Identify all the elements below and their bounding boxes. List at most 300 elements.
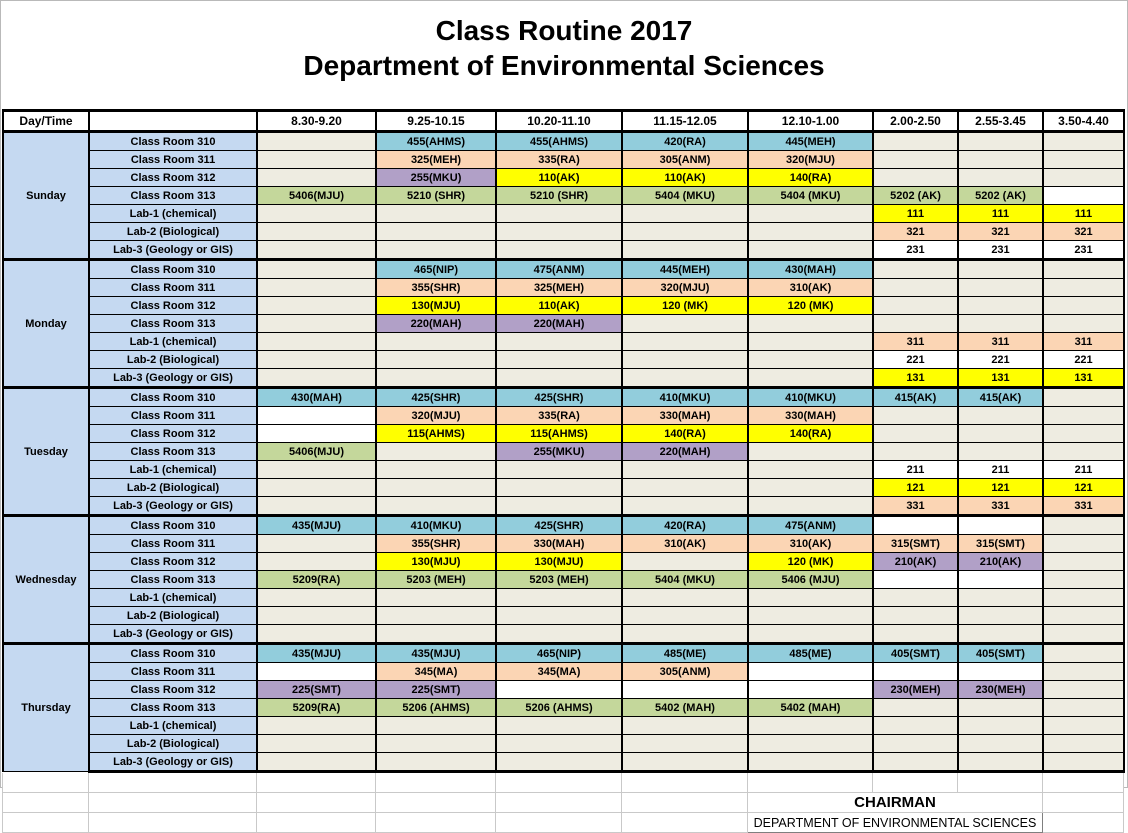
empty-cell[interactable] bbox=[89, 813, 257, 833]
empty-cell[interactable] bbox=[873, 571, 958, 589]
empty-cell[interactable] bbox=[873, 132, 958, 151]
empty-cell[interactable] bbox=[748, 681, 873, 699]
course-cell[interactable]: 355(SHR) bbox=[376, 279, 496, 297]
course-cell[interactable]: 485(ME) bbox=[622, 644, 748, 663]
room-label[interactable]: Class Room 312 bbox=[89, 297, 257, 315]
course-cell[interactable]: 345(MA) bbox=[376, 663, 496, 681]
empty-cell[interactable] bbox=[958, 260, 1043, 279]
empty-cell[interactable] bbox=[622, 813, 748, 833]
day-label[interactable]: Monday bbox=[3, 260, 89, 388]
empty-cell[interactable] bbox=[622, 735, 748, 753]
course-cell[interactable]: 5203 (MEH) bbox=[496, 571, 622, 589]
course-cell[interactable]: 415(AK) bbox=[958, 388, 1043, 407]
empty-cell[interactable] bbox=[622, 753, 748, 772]
room-header-empty-cell[interactable] bbox=[89, 111, 257, 132]
empty-cell[interactable] bbox=[1043, 169, 1124, 187]
empty-cell[interactable] bbox=[496, 205, 622, 223]
empty-cell[interactable] bbox=[257, 553, 376, 571]
room-label[interactable]: Lab-1 (chemical) bbox=[89, 205, 257, 223]
empty-cell[interactable] bbox=[257, 663, 376, 681]
course-cell[interactable]: 475(ANM) bbox=[748, 516, 873, 535]
course-cell[interactable]: 5404 (MKU) bbox=[748, 187, 873, 205]
empty-cell[interactable] bbox=[748, 333, 873, 351]
empty-cell[interactable] bbox=[89, 793, 257, 813]
course-cell[interactable]: 115(AHMS) bbox=[496, 425, 622, 443]
course-cell[interactable]: 445(MEH) bbox=[748, 132, 873, 151]
empty-cell[interactable] bbox=[873, 735, 958, 753]
course-cell[interactable]: 140(RA) bbox=[748, 169, 873, 187]
empty-cell[interactable] bbox=[1043, 793, 1124, 813]
empty-cell[interactable] bbox=[257, 241, 376, 260]
empty-cell[interactable] bbox=[257, 407, 376, 425]
room-label[interactable]: Class Room 313 bbox=[89, 699, 257, 717]
course-cell[interactable]: 131 bbox=[1043, 369, 1124, 388]
empty-cell[interactable] bbox=[1043, 644, 1124, 663]
empty-cell[interactable] bbox=[622, 223, 748, 241]
empty-cell[interactable] bbox=[257, 369, 376, 388]
empty-cell[interactable] bbox=[257, 279, 376, 297]
course-cell[interactable]: 255(MKU) bbox=[496, 443, 622, 461]
course-cell[interactable]: 475(ANM) bbox=[496, 260, 622, 279]
empty-cell[interactable] bbox=[622, 333, 748, 351]
room-label[interactable]: Lab-1 (chemical) bbox=[89, 333, 257, 351]
empty-cell[interactable] bbox=[622, 681, 748, 699]
course-cell[interactable]: 410(MKU) bbox=[376, 516, 496, 535]
empty-cell[interactable] bbox=[376, 607, 496, 625]
empty-cell[interactable] bbox=[958, 625, 1043, 644]
empty-cell[interactable] bbox=[496, 813, 622, 833]
empty-cell[interactable] bbox=[958, 425, 1043, 443]
empty-cell[interactable] bbox=[748, 735, 873, 753]
course-cell[interactable]: 220(MAH) bbox=[622, 443, 748, 461]
empty-cell[interactable] bbox=[257, 223, 376, 241]
course-cell[interactable]: 115(AHMS) bbox=[376, 425, 496, 443]
course-cell[interactable]: 325(MEH) bbox=[496, 279, 622, 297]
course-cell[interactable]: 465(NIP) bbox=[376, 260, 496, 279]
course-cell[interactable]: 230(MEH) bbox=[958, 681, 1043, 699]
empty-cell[interactable] bbox=[958, 132, 1043, 151]
course-cell[interactable]: 445(MEH) bbox=[622, 260, 748, 279]
course-cell[interactable]: 221 bbox=[958, 351, 1043, 369]
room-label[interactable]: Class Room 310 bbox=[89, 516, 257, 535]
empty-cell[interactable] bbox=[958, 589, 1043, 607]
course-cell[interactable]: 311 bbox=[1043, 333, 1124, 351]
room-label[interactable]: Class Room 311 bbox=[89, 151, 257, 169]
course-cell[interactable]: 330(MAH) bbox=[496, 535, 622, 553]
course-cell[interactable]: 5202 (AK) bbox=[873, 187, 958, 205]
course-cell[interactable]: 120 (MK) bbox=[748, 297, 873, 315]
empty-cell[interactable] bbox=[1043, 425, 1124, 443]
course-cell[interactable]: 210(AK) bbox=[873, 553, 958, 571]
course-cell[interactable]: 231 bbox=[1043, 241, 1124, 260]
empty-cell[interactable] bbox=[958, 717, 1043, 735]
empty-cell[interactable] bbox=[257, 589, 376, 607]
course-cell[interactable]: 120 (MK) bbox=[622, 297, 748, 315]
empty-cell[interactable] bbox=[376, 479, 496, 497]
room-label[interactable]: Class Room 311 bbox=[89, 279, 257, 297]
empty-cell[interactable] bbox=[257, 205, 376, 223]
course-cell[interactable]: 130(MJU) bbox=[376, 553, 496, 571]
course-cell[interactable]: 220(MAH) bbox=[376, 315, 496, 333]
room-label[interactable]: Lab-3 (Geology or GIS) bbox=[89, 497, 257, 516]
room-label[interactable]: Class Room 311 bbox=[89, 407, 257, 425]
course-cell[interactable]: 435(MJU) bbox=[257, 516, 376, 535]
course-cell[interactable]: 110(AK) bbox=[496, 169, 622, 187]
course-cell[interactable]: 5209(RA) bbox=[257, 571, 376, 589]
course-cell[interactable]: 425(SHR) bbox=[376, 388, 496, 407]
empty-cell[interactable] bbox=[496, 333, 622, 351]
empty-cell[interactable] bbox=[496, 589, 622, 607]
empty-cell[interactable] bbox=[496, 241, 622, 260]
empty-cell[interactable] bbox=[748, 753, 873, 772]
empty-cell[interactable] bbox=[376, 735, 496, 753]
empty-cell[interactable] bbox=[622, 607, 748, 625]
empty-cell[interactable] bbox=[748, 773, 873, 793]
course-cell[interactable]: 5202 (AK) bbox=[958, 187, 1043, 205]
empty-cell[interactable] bbox=[1043, 279, 1124, 297]
empty-cell[interactable] bbox=[1043, 297, 1124, 315]
empty-cell[interactable] bbox=[257, 813, 376, 833]
empty-cell[interactable] bbox=[958, 773, 1043, 793]
empty-cell[interactable] bbox=[257, 625, 376, 644]
empty-cell[interactable] bbox=[257, 773, 376, 793]
course-cell[interactable]: 131 bbox=[958, 369, 1043, 388]
empty-cell[interactable] bbox=[257, 151, 376, 169]
empty-cell[interactable] bbox=[1043, 813, 1124, 833]
empty-cell[interactable] bbox=[1043, 516, 1124, 535]
empty-cell[interactable] bbox=[958, 663, 1043, 681]
course-cell[interactable]: 211 bbox=[1043, 461, 1124, 479]
empty-cell[interactable] bbox=[958, 571, 1043, 589]
empty-cell[interactable] bbox=[376, 333, 496, 351]
empty-cell[interactable] bbox=[622, 717, 748, 735]
room-label[interactable]: Class Room 312 bbox=[89, 553, 257, 571]
empty-cell[interactable] bbox=[958, 516, 1043, 535]
empty-cell[interactable] bbox=[622, 793, 748, 813]
room-label[interactable]: Lab-1 (chemical) bbox=[89, 461, 257, 479]
empty-cell[interactable] bbox=[1043, 681, 1124, 699]
course-cell[interactable]: 310(AK) bbox=[622, 535, 748, 553]
empty-cell[interactable] bbox=[1043, 151, 1124, 169]
course-cell[interactable]: 410(MKU) bbox=[748, 388, 873, 407]
course-cell[interactable]: 5206 (AHMS) bbox=[376, 699, 496, 717]
empty-cell[interactable] bbox=[748, 589, 873, 607]
empty-cell[interactable] bbox=[257, 132, 376, 151]
empty-cell[interactable] bbox=[376, 241, 496, 260]
day-label[interactable]: Wednesday bbox=[3, 516, 89, 644]
empty-cell[interactable] bbox=[496, 735, 622, 753]
empty-cell[interactable] bbox=[873, 315, 958, 333]
empty-cell[interactable] bbox=[622, 497, 748, 516]
empty-cell[interactable] bbox=[873, 169, 958, 187]
empty-cell[interactable] bbox=[873, 753, 958, 772]
empty-cell[interactable] bbox=[873, 773, 958, 793]
course-cell[interactable]: 5209(RA) bbox=[257, 699, 376, 717]
course-cell[interactable]: 425(SHR) bbox=[496, 516, 622, 535]
empty-cell[interactable] bbox=[376, 369, 496, 388]
course-cell[interactable]: 5404 (MKU) bbox=[622, 187, 748, 205]
empty-cell[interactable] bbox=[622, 589, 748, 607]
empty-cell[interactable] bbox=[1043, 553, 1124, 571]
course-cell[interactable]: 225(SMT) bbox=[257, 681, 376, 699]
empty-cell[interactable] bbox=[622, 205, 748, 223]
empty-cell[interactable] bbox=[376, 625, 496, 644]
empty-cell[interactable] bbox=[496, 793, 622, 813]
course-cell[interactable]: 255(MKU) bbox=[376, 169, 496, 187]
empty-cell[interactable] bbox=[622, 351, 748, 369]
room-label[interactable]: Lab-3 (Geology or GIS) bbox=[89, 625, 257, 644]
room-label[interactable]: Lab-2 (Biological) bbox=[89, 479, 257, 497]
course-cell[interactable]: 5402 (MAH) bbox=[622, 699, 748, 717]
empty-cell[interactable] bbox=[873, 443, 958, 461]
empty-cell[interactable] bbox=[748, 315, 873, 333]
empty-cell[interactable] bbox=[622, 369, 748, 388]
course-cell[interactable]: 330(MAH) bbox=[748, 407, 873, 425]
course-cell[interactable]: 331 bbox=[873, 497, 958, 516]
course-cell[interactable]: 130(MJU) bbox=[496, 553, 622, 571]
empty-cell[interactable] bbox=[873, 717, 958, 735]
empty-cell[interactable] bbox=[257, 717, 376, 735]
course-cell[interactable]: 310(AK) bbox=[748, 535, 873, 553]
empty-cell[interactable] bbox=[1043, 132, 1124, 151]
course-cell[interactable]: 5406 (MJU) bbox=[748, 571, 873, 589]
empty-cell[interactable] bbox=[1043, 663, 1124, 681]
course-cell[interactable]: 231 bbox=[958, 241, 1043, 260]
course-cell[interactable]: 315(SMT) bbox=[958, 535, 1043, 553]
empty-cell[interactable] bbox=[622, 553, 748, 571]
empty-cell[interactable] bbox=[496, 681, 622, 699]
course-cell[interactable]: 305(ANM) bbox=[622, 151, 748, 169]
empty-cell[interactable] bbox=[622, 241, 748, 260]
empty-cell[interactable] bbox=[496, 223, 622, 241]
room-label[interactable]: Lab-3 (Geology or GIS) bbox=[89, 369, 257, 388]
empty-cell[interactable] bbox=[748, 607, 873, 625]
course-cell[interactable]: 111 bbox=[1043, 205, 1124, 223]
empty-cell[interactable] bbox=[873, 297, 958, 315]
empty-cell[interactable] bbox=[376, 443, 496, 461]
empty-cell[interactable] bbox=[376, 793, 496, 813]
time-header[interactable]: 12.10-1.00 bbox=[748, 111, 873, 132]
course-cell[interactable]: 5406(MJU) bbox=[257, 443, 376, 461]
room-label[interactable]: Class Room 313 bbox=[89, 187, 257, 205]
course-cell[interactable]: 220(MAH) bbox=[496, 315, 622, 333]
empty-cell[interactable] bbox=[748, 369, 873, 388]
empty-cell[interactable] bbox=[1043, 443, 1124, 461]
empty-cell[interactable] bbox=[958, 407, 1043, 425]
time-header[interactable]: 3.50-4.40 bbox=[1043, 111, 1124, 132]
course-cell[interactable]: 140(RA) bbox=[622, 425, 748, 443]
course-cell[interactable]: 355(SHR) bbox=[376, 535, 496, 553]
course-cell[interactable]: 5406(MJU) bbox=[257, 187, 376, 205]
empty-cell[interactable] bbox=[1043, 717, 1124, 735]
empty-cell[interactable] bbox=[873, 151, 958, 169]
course-cell[interactable]: 335(RA) bbox=[496, 151, 622, 169]
course-cell[interactable]: 5210 (SHR) bbox=[376, 187, 496, 205]
empty-cell[interactable] bbox=[376, 813, 496, 833]
course-cell[interactable]: 121 bbox=[873, 479, 958, 497]
empty-cell[interactable] bbox=[257, 315, 376, 333]
room-label[interactable]: Class Room 310 bbox=[89, 132, 257, 151]
room-label[interactable]: Class Room 313 bbox=[89, 315, 257, 333]
course-cell[interactable]: 111 bbox=[958, 205, 1043, 223]
empty-cell[interactable] bbox=[873, 699, 958, 717]
empty-cell[interactable] bbox=[496, 497, 622, 516]
day-label[interactable]: Tuesday bbox=[3, 388, 89, 516]
empty-cell[interactable] bbox=[1043, 407, 1124, 425]
empty-cell[interactable] bbox=[748, 497, 873, 516]
course-cell[interactable]: 455(AHMS) bbox=[496, 132, 622, 151]
course-cell[interactable]: 211 bbox=[873, 461, 958, 479]
empty-cell[interactable] bbox=[496, 479, 622, 497]
empty-cell[interactable] bbox=[376, 497, 496, 516]
course-cell[interactable]: 430(MAH) bbox=[257, 388, 376, 407]
empty-cell[interactable] bbox=[3, 813, 89, 833]
empty-cell[interactable] bbox=[496, 717, 622, 735]
course-cell[interactable]: 5402 (MAH) bbox=[748, 699, 873, 717]
empty-cell[interactable] bbox=[257, 351, 376, 369]
empty-cell[interactable] bbox=[496, 773, 622, 793]
course-cell[interactable]: 335(RA) bbox=[496, 407, 622, 425]
course-cell[interactable]: 320(MJU) bbox=[376, 407, 496, 425]
course-cell[interactable]: 430(MAH) bbox=[748, 260, 873, 279]
course-cell[interactable]: 425(SHR) bbox=[496, 388, 622, 407]
empty-cell[interactable] bbox=[748, 241, 873, 260]
course-cell[interactable]: 210(AK) bbox=[958, 553, 1043, 571]
empty-cell[interactable] bbox=[376, 205, 496, 223]
room-label[interactable]: Lab-2 (Biological) bbox=[89, 735, 257, 753]
empty-cell[interactable] bbox=[622, 625, 748, 644]
empty-cell[interactable] bbox=[873, 407, 958, 425]
course-cell[interactable]: 345(MA) bbox=[496, 663, 622, 681]
room-label[interactable]: Lab-3 (Geology or GIS) bbox=[89, 241, 257, 260]
empty-cell[interactable] bbox=[873, 625, 958, 644]
empty-cell[interactable] bbox=[257, 497, 376, 516]
room-label[interactable]: Class Room 310 bbox=[89, 388, 257, 407]
empty-cell[interactable] bbox=[622, 315, 748, 333]
empty-cell[interactable] bbox=[873, 279, 958, 297]
room-label[interactable]: Class Room 311 bbox=[89, 663, 257, 681]
course-cell[interactable]: 120 (MK) bbox=[748, 553, 873, 571]
course-cell[interactable]: 321 bbox=[1043, 223, 1124, 241]
course-cell[interactable]: 315(SMT) bbox=[873, 535, 958, 553]
empty-cell[interactable] bbox=[496, 461, 622, 479]
course-cell[interactable]: 485(ME) bbox=[748, 644, 873, 663]
course-cell[interactable]: 420(RA) bbox=[622, 516, 748, 535]
empty-cell[interactable] bbox=[1043, 187, 1124, 205]
empty-cell[interactable] bbox=[958, 151, 1043, 169]
course-cell[interactable]: 331 bbox=[958, 497, 1043, 516]
room-label[interactable]: Lab-1 (chemical) bbox=[89, 717, 257, 735]
empty-cell[interactable] bbox=[3, 793, 89, 813]
course-cell[interactable]: 435(MJU) bbox=[257, 644, 376, 663]
empty-cell[interactable] bbox=[257, 297, 376, 315]
empty-cell[interactable] bbox=[257, 169, 376, 187]
empty-cell[interactable] bbox=[257, 260, 376, 279]
empty-cell[interactable] bbox=[257, 607, 376, 625]
course-cell[interactable]: 415(AK) bbox=[873, 388, 958, 407]
course-cell[interactable]: 465(NIP) bbox=[496, 644, 622, 663]
empty-cell[interactable] bbox=[748, 479, 873, 497]
department-label[interactable]: DEPARTMENT OF ENVIRONMENTAL SCIENCES bbox=[748, 813, 1043, 833]
empty-cell[interactable] bbox=[496, 607, 622, 625]
course-cell[interactable]: 221 bbox=[1043, 351, 1124, 369]
time-header[interactable]: 10.20-11.10 bbox=[496, 111, 622, 132]
empty-cell[interactable] bbox=[1043, 773, 1124, 793]
empty-cell[interactable] bbox=[257, 425, 376, 443]
empty-cell[interactable] bbox=[1043, 260, 1124, 279]
course-cell[interactable]: 310(AK) bbox=[748, 279, 873, 297]
empty-cell[interactable] bbox=[958, 297, 1043, 315]
empty-cell[interactable] bbox=[1043, 625, 1124, 644]
course-cell[interactable]: 311 bbox=[958, 333, 1043, 351]
empty-cell[interactable] bbox=[873, 607, 958, 625]
course-cell[interactable]: 321 bbox=[873, 223, 958, 241]
empty-cell[interactable] bbox=[1043, 589, 1124, 607]
empty-cell[interactable] bbox=[376, 223, 496, 241]
empty-cell[interactable] bbox=[1043, 607, 1124, 625]
room-label[interactable]: Lab-2 (Biological) bbox=[89, 223, 257, 241]
course-cell[interactable]: 230(MEH) bbox=[873, 681, 958, 699]
room-label[interactable]: Class Room 311 bbox=[89, 535, 257, 553]
room-label[interactable]: Lab-2 (Biological) bbox=[89, 607, 257, 625]
course-cell[interactable]: 320(MJU) bbox=[622, 279, 748, 297]
room-label[interactable]: Lab-2 (Biological) bbox=[89, 351, 257, 369]
course-cell[interactable]: 121 bbox=[958, 479, 1043, 497]
course-cell[interactable]: 435(MJU) bbox=[376, 644, 496, 663]
empty-cell[interactable] bbox=[257, 461, 376, 479]
empty-cell[interactable] bbox=[257, 333, 376, 351]
empty-cell[interactable] bbox=[1043, 535, 1124, 553]
empty-cell[interactable] bbox=[1043, 753, 1124, 772]
empty-cell[interactable] bbox=[622, 773, 748, 793]
room-label[interactable]: Class Room 310 bbox=[89, 644, 257, 663]
course-cell[interactable]: 405(SMT) bbox=[958, 644, 1043, 663]
course-cell[interactable]: 110(AK) bbox=[496, 297, 622, 315]
day-time-header[interactable]: Day/Time bbox=[3, 111, 89, 132]
course-cell[interactable]: 225(SMT) bbox=[376, 681, 496, 699]
empty-cell[interactable] bbox=[1043, 388, 1124, 407]
empty-cell[interactable] bbox=[748, 663, 873, 681]
empty-cell[interactable] bbox=[873, 260, 958, 279]
course-cell[interactable]: 330(MAH) bbox=[622, 407, 748, 425]
empty-cell[interactable] bbox=[1043, 571, 1124, 589]
course-cell[interactable]: 5404 (MKU) bbox=[622, 571, 748, 589]
empty-cell[interactable] bbox=[622, 479, 748, 497]
empty-cell[interactable] bbox=[958, 753, 1043, 772]
day-label[interactable]: Sunday bbox=[3, 132, 89, 260]
empty-cell[interactable] bbox=[376, 773, 496, 793]
empty-cell[interactable] bbox=[748, 205, 873, 223]
time-header[interactable]: 8.30-9.20 bbox=[257, 111, 376, 132]
empty-cell[interactable] bbox=[873, 589, 958, 607]
course-cell[interactable]: 121 bbox=[1043, 479, 1124, 497]
empty-cell[interactable] bbox=[257, 735, 376, 753]
course-cell[interactable]: 221 bbox=[873, 351, 958, 369]
time-header[interactable]: 2.00-2.50 bbox=[873, 111, 958, 132]
course-cell[interactable]: 455(AHMS) bbox=[376, 132, 496, 151]
course-cell[interactable]: 5210 (SHR) bbox=[496, 187, 622, 205]
empty-cell[interactable] bbox=[958, 315, 1043, 333]
empty-cell[interactable] bbox=[1043, 699, 1124, 717]
empty-cell[interactable] bbox=[958, 735, 1043, 753]
course-cell[interactable]: 140(RA) bbox=[748, 425, 873, 443]
course-cell[interactable]: 311 bbox=[873, 333, 958, 351]
room-label[interactable]: Lab-3 (Geology or GIS) bbox=[89, 753, 257, 772]
empty-cell[interactable] bbox=[748, 443, 873, 461]
course-cell[interactable]: 321 bbox=[958, 223, 1043, 241]
empty-cell[interactable] bbox=[376, 753, 496, 772]
time-header[interactable]: 11.15-12.05 bbox=[622, 111, 748, 132]
